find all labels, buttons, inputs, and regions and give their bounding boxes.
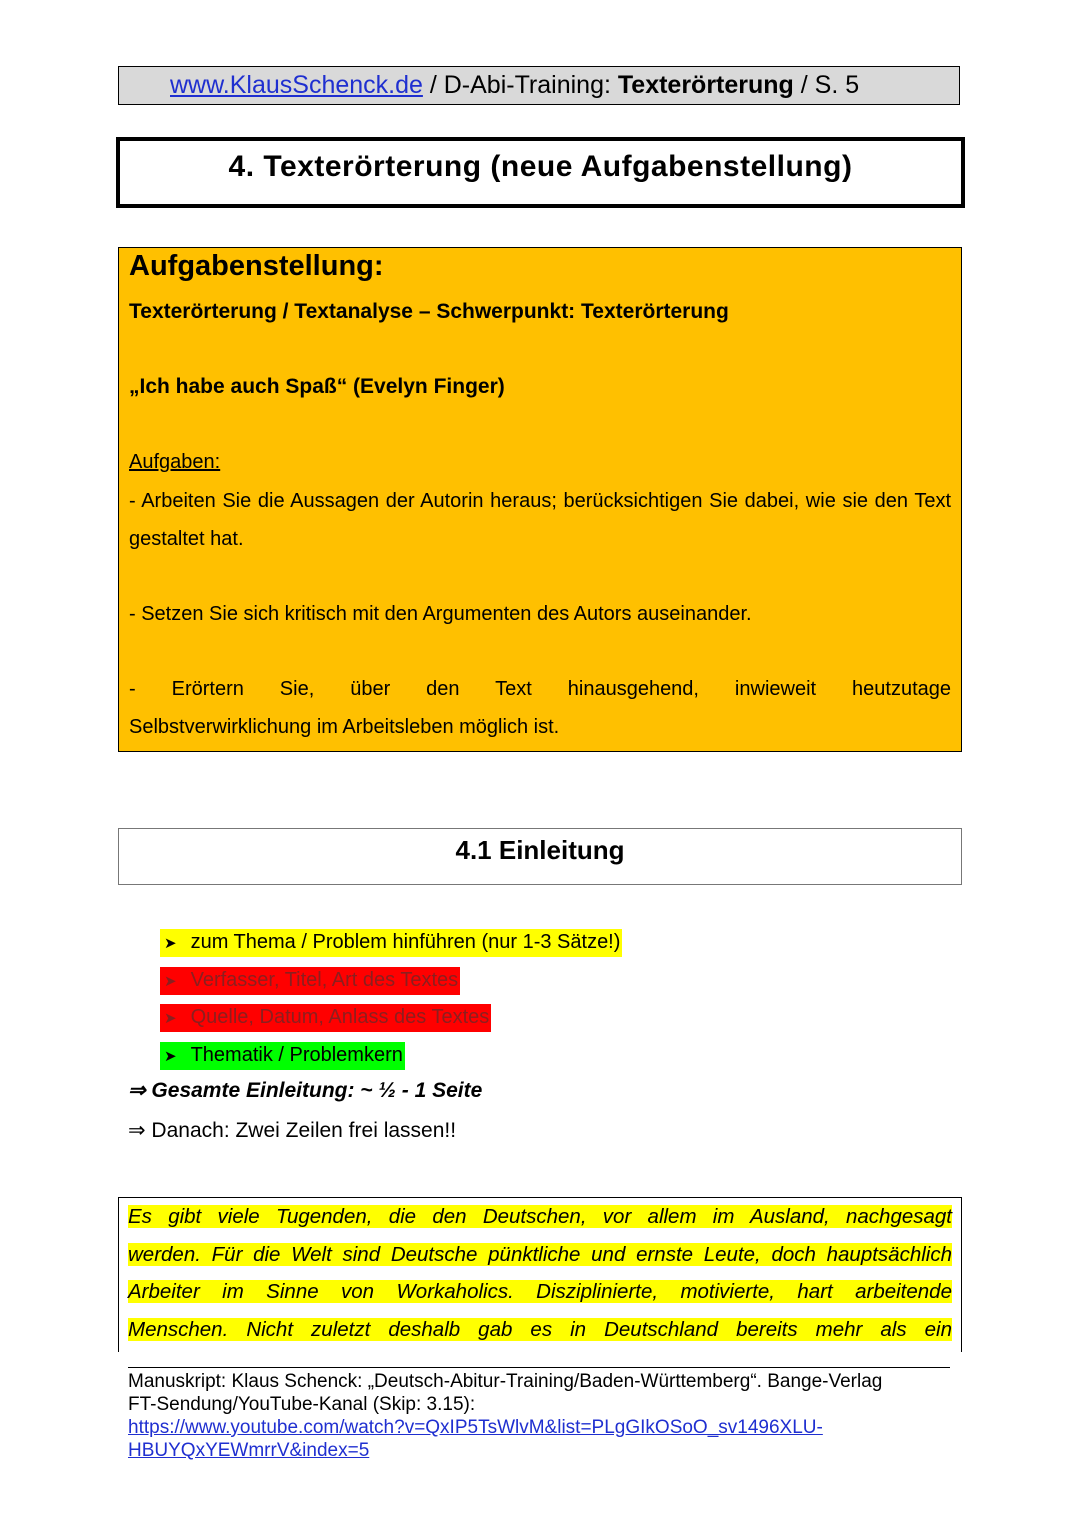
header-page-number: / S. 5 [793,71,860,99]
sample-line-text: Menschen. Nicht zuletzt deshalb gab es in Deutschland bereits mehr als ein [128,1317,952,1341]
highlight [160,929,622,957]
footer-divider [128,1367,950,1368]
page-header [118,66,960,105]
sample-line [128,1236,952,1274]
task-item-1: - Arbeiten Sie die Aussagen der Autorin heraus; berücksichtigen Sie dabei, wie sie den Text gestaltet hat. [129,490,951,550]
after-line: ⇒ Danach: Zwei Zeilen frei lassen!! [128,1119,457,1142]
header-topic: Texterörterung [617,71,794,99]
sample-line [128,1311,952,1349]
list-item [160,999,622,1037]
highlight [160,967,460,995]
bullet-text: Verfasser, Titel, Art des Textes [190,968,459,991]
bullet-text: Quelle, Datum, Anlass des Textes [190,1006,490,1028]
highlight [160,1042,405,1070]
summary-line: ⇒ Gesamte Einleitung: ~ ½ - 1 Seite [128,1079,483,1102]
task-item-3 [129,671,951,746]
highlight [160,1004,491,1032]
website-link[interactable]: www.KlausSchenck.de [170,71,423,99]
section-title: 4.1 Einleitung [118,828,962,885]
arrow-bullet-icon: ➤ [164,1047,177,1065]
page-footer [128,1370,958,1462]
arrow-bullet-icon: ➤ [164,972,177,990]
task-item-2: - Setzen Sie sich kritisch mit den Argumenten des Autors auseinander. [129,603,752,625]
footer-manuscript: Manuskript: Klaus Schenck: „Deutsch-Abitur-Training/Baden-Württemberg“. Bange-Verlag [128,1371,883,1392]
sample-line-text: Arbeiter im Sinne von Workaholics. Disziplinierte, motivierte, hart arbeitende [128,1280,952,1303]
task-box [118,247,962,752]
list-item [160,1037,622,1075]
task-item-3-line-2: Selbstverwirklichung im Arbeitsleben möglich ist. [129,715,560,738]
sample-text-box [118,1197,962,1352]
header-breadcrumb: / D-Abi-Training: [422,71,618,99]
sample-line-text: Es gibt viele Tugenden, die den Deutschen, vor allem im Ausland, nachgesagt [128,1205,952,1228]
task-item-3-line-1: - Erörtern Sie, über den Text hinausgehend, inwieweit heutzutage [129,678,951,700]
task-title: Aufgabenstellung: [129,250,384,282]
list-item [160,962,622,1000]
task-quote: „Ich habe auch Spaß“ (Evelyn Finger) [129,375,505,398]
sample-line-text: werden. Für die Welt sind Deutsche pünktliche und ernste Leute, doch hauptsächlich [128,1242,952,1266]
bullet-text: Thematik / Problemkern [190,1043,403,1066]
chapter-title: 4. Texterörterung (neue Aufgabenstellung) [116,137,965,208]
task-subtitle: Texterörterung / Textanalyse – Schwerpunkt: Texterörterung [129,300,729,323]
youtube-link-line-2[interactable]: HBUYQxYEWmrrV&index=5 [128,1440,370,1461]
bullet-text: zum Thema / Problem hinführen (nur 1-3 Sätze!) [190,931,621,953]
tasks-label: Aufgaben: [129,451,221,473]
sample-line [128,1273,952,1311]
bullet-list [160,924,622,1074]
arrow-bullet-icon: ➤ [164,935,177,952]
youtube-link[interactable] [128,1417,823,1461]
footer-broadcast: FT-Sendung/YouTube-Kanal (Skip: 3.15): [128,1394,476,1415]
youtube-link-line-1[interactable]: https://www.youtube.com/watch?v=QxIP5TsWlvM&list=PLgGIkOSoO_sv1496XLU- [128,1417,823,1438]
list-item [160,924,622,962]
arrow-bullet-icon: ➤ [164,1010,177,1027]
sample-line [128,1198,952,1236]
